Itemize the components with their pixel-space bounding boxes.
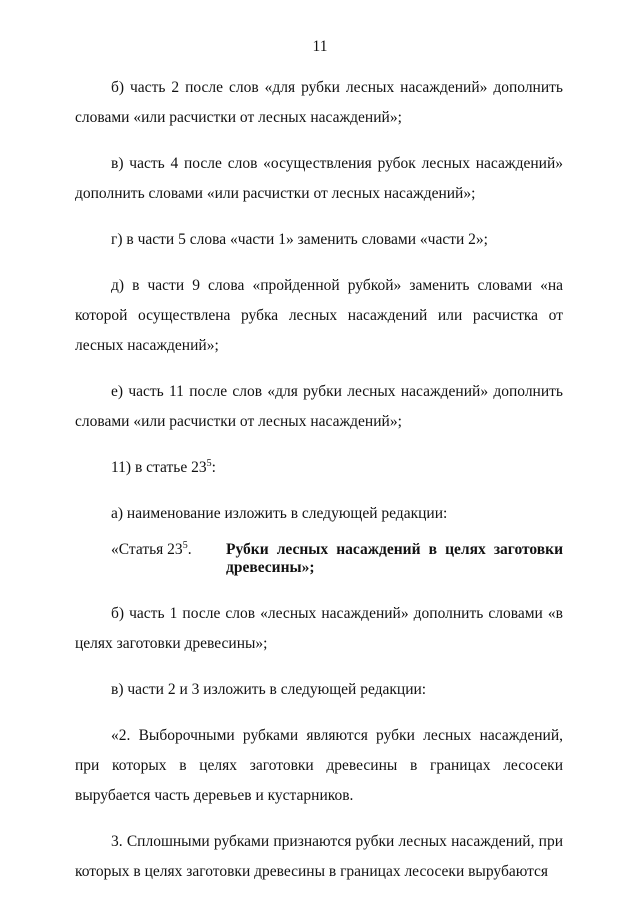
paragraph-e: е) часть 11 после слов «для рубки лесных насаждений» дополнить словами «или расчистки от лесных насаждений»;: [75, 383, 563, 430]
article-heading-superscript: 5: [182, 539, 188, 551]
paragraph-part-3: 3. Сплошными рубками признаются рубки лесных насаждений, при которых в целях заготовки древесины в границах лесосеки вырубаются: [75, 833, 563, 880]
article-heading-label: «Статья $23^5$.: [111, 539, 192, 558]
document-body: [75, 73, 563, 887]
paragraph-b: б) часть 2 после слов «для рубки лесных насаждений» дополнить словами «или расчистки от лесных насаждений»;: [75, 79, 563, 126]
clause-11-suffix: :: [211, 459, 216, 476]
article-heading: [75, 541, 563, 577]
paragraph-v2: в) части 2 и 3 изложить в следующей редакции:: [111, 681, 427, 698]
article-heading-title: Рубки лесных насаждений в целях заготовки древесины»;: [226, 541, 563, 576]
paragraph-g: г) в части 5 слова «части 1» заменить словами «части 2»;: [111, 231, 488, 248]
paragraph-a: а) наименование изложить в следующей редакции:: [111, 505, 448, 522]
clause-11-text: 11) в статье 23: [111, 459, 207, 476]
paragraph-part-2: «2. Выборочными рубками являются рубки лесных насаждений, при которых в целях заготовки древесины в границах лесосеки вырубается часть деревьев и кустарников.: [75, 727, 563, 804]
clause-11-superscript: 5: [206, 457, 212, 469]
paragraph-b2: б) часть 1 после слов «лесных насаждений» дополнить словами «в целях заготовки древесины»;: [75, 605, 563, 652]
paragraph-clause-11: [75, 453, 563, 483]
page-number: 11: [312, 38, 328, 55]
paragraph-v: в) часть 4 после слов «осуществления рубок лесных насаждений» дополнить словами «или расчистки от лесных насаждений»;: [75, 155, 563, 202]
paragraph-d: д) в части 9 слова «пройденной рубкой» заменить словами «на которой осуществлена рубка лесных насаждений или расчистка от лесных насаждений»;: [75, 277, 563, 354]
